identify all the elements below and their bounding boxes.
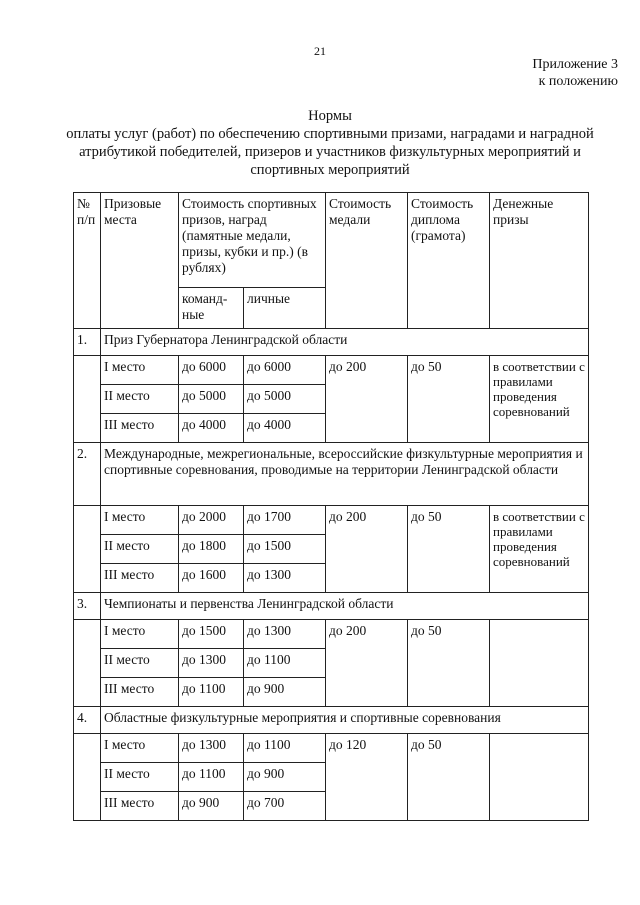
header-diploma: Стоимость диплома (грамота) xyxy=(408,193,490,329)
document-subtitle: оплаты услуг (работ) по обеспечению спортивными призами, наградами и наградной атрибутикой победителей, призеров и участников физкультурных мероприятий и спортивных мероприятий xyxy=(66,126,594,178)
section-number: 2. xyxy=(74,443,101,506)
place-cell: II место xyxy=(101,385,179,414)
document-heading xyxy=(60,107,600,179)
personal-prize-cell: до 700 xyxy=(244,792,326,821)
header-places: Призовые места xyxy=(101,193,179,329)
place-cell: II место xyxy=(101,535,179,564)
section-row xyxy=(74,707,589,734)
place-cell: III место xyxy=(101,414,179,443)
empty-num-cell xyxy=(74,734,101,821)
place-cell: III место xyxy=(101,564,179,593)
place-cell: III место xyxy=(101,792,179,821)
diploma-cost-cell: до 50 xyxy=(408,506,490,593)
medal-cost-cell: до 120 xyxy=(326,734,408,821)
team-prize-cell: до 1300 xyxy=(179,649,244,678)
section-number: 3. xyxy=(74,593,101,620)
diploma-cost-cell: до 50 xyxy=(408,620,490,707)
medal-cost-cell: до 200 xyxy=(326,620,408,707)
table-row xyxy=(74,356,589,385)
personal-prize-cell: до 1700 xyxy=(244,506,326,535)
header-money: Денежные призы xyxy=(490,193,589,329)
section-row xyxy=(74,329,589,356)
personal-prize-cell: до 1500 xyxy=(244,535,326,564)
table-row xyxy=(74,734,589,763)
place-cell: I место xyxy=(101,356,179,385)
personal-prize-cell: до 1100 xyxy=(244,734,326,763)
personal-prize-cell: до 1100 xyxy=(244,649,326,678)
header-prizes-cost: Стоимость спортивных призов, наград (памятные медали, призы, кубки и пр.) (в рублях) xyxy=(179,193,326,288)
team-prize-cell: до 1100 xyxy=(179,678,244,707)
section-title: Международные, межрегиональные, всероссийские физкультурные мероприятия и спортивные соревнования, проводимые на территории Ленинградской области xyxy=(101,443,589,506)
place-cell: I место xyxy=(101,620,179,649)
empty-num-cell xyxy=(74,620,101,707)
team-prize-cell: до 1600 xyxy=(179,564,244,593)
header-medal: Стоимость медали xyxy=(326,193,408,329)
norms-table xyxy=(73,192,589,821)
team-prize-cell: до 4000 xyxy=(179,414,244,443)
appendix-line-1: Приложение 3 xyxy=(532,57,618,72)
money-prize-cell xyxy=(490,620,589,707)
medal-cost-cell: до 200 xyxy=(326,506,408,593)
money-prize-cell: в соответствии с правилами проведения соревнований xyxy=(490,506,589,593)
header-team: командные xyxy=(179,288,244,329)
personal-prize-cell: до 900 xyxy=(244,678,326,707)
header-num: № п/п xyxy=(74,193,101,329)
place-cell: II место xyxy=(101,649,179,678)
team-prize-cell: до 1300 xyxy=(179,734,244,763)
diploma-cost-cell: до 50 xyxy=(408,734,490,821)
team-prize-cell: до 1100 xyxy=(179,763,244,792)
place-cell: II место xyxy=(101,763,179,792)
team-prize-cell: до 5000 xyxy=(179,385,244,414)
appendix-line-2: к положению xyxy=(538,74,618,89)
team-prize-cell: до 1800 xyxy=(179,535,244,564)
money-prize-cell: в соответствии с правилами проведения соревнований xyxy=(490,356,589,443)
section-number: 4. xyxy=(74,707,101,734)
section-number: 1. xyxy=(74,329,101,356)
document-title: Нормы xyxy=(308,108,352,124)
page-number: 21 xyxy=(314,44,326,58)
section-title: Приз Губернатора Ленинградской области xyxy=(101,329,589,356)
header-personal: личные xyxy=(244,288,326,329)
section-title: Областные физкультурные мероприятия и спортивные соревнования xyxy=(101,707,589,734)
team-prize-cell: до 900 xyxy=(179,792,244,821)
empty-num-cell xyxy=(74,356,101,443)
personal-prize-cell: до 6000 xyxy=(244,356,326,385)
team-prize-cell: до 1500 xyxy=(179,620,244,649)
medal-cost-cell: до 200 xyxy=(326,356,408,443)
place-cell: I место xyxy=(101,734,179,763)
personal-prize-cell: до 1300 xyxy=(244,620,326,649)
table-row xyxy=(74,506,589,535)
money-prize-cell xyxy=(490,734,589,821)
personal-prize-cell: до 900 xyxy=(244,763,326,792)
personal-prize-cell: до 5000 xyxy=(244,385,326,414)
table-header-row xyxy=(74,193,589,288)
place-cell: I место xyxy=(101,506,179,535)
team-prize-cell: до 6000 xyxy=(179,356,244,385)
personal-prize-cell: до 1300 xyxy=(244,564,326,593)
table-row xyxy=(74,620,589,649)
section-row xyxy=(74,443,589,506)
diploma-cost-cell: до 50 xyxy=(408,356,490,443)
place-cell: III место xyxy=(101,678,179,707)
personal-prize-cell: до 4000 xyxy=(244,414,326,443)
empty-num-cell xyxy=(74,506,101,593)
team-prize-cell: до 2000 xyxy=(179,506,244,535)
section-row xyxy=(74,593,589,620)
section-title: Чемпионаты и первенства Ленинградской области xyxy=(101,593,589,620)
appendix-label xyxy=(532,56,618,90)
